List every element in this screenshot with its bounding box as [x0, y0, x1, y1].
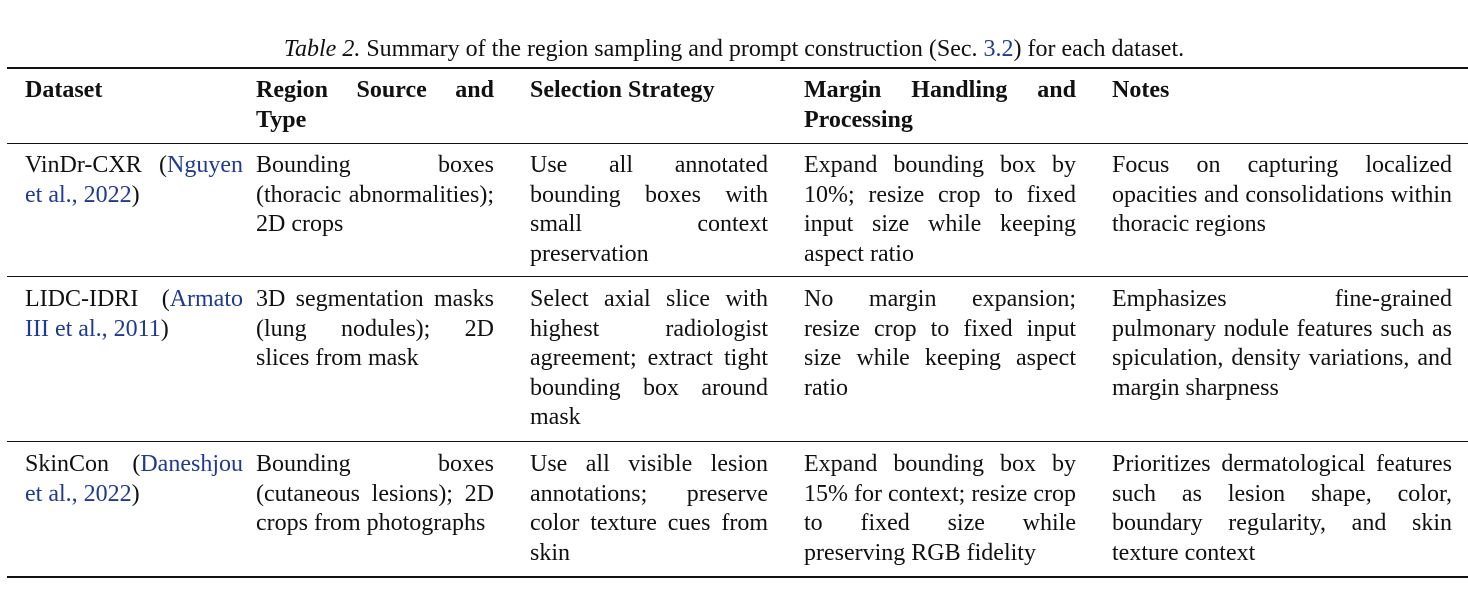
table-top-rule [7, 67, 1468, 69]
row-rule [7, 441, 1468, 442]
table-caption [0, 34, 1468, 64]
dataset-name: VinDr-CXR [25, 152, 142, 178]
table-cell-selection: Select axial slice with highest radiologist agreement; extract tight bounding box around mask [530, 286, 768, 430]
table-cell-notes: Emphasizes fine-grained pulmonary nodule features such as spiculation, density variations, and margin sharpness [1112, 286, 1452, 401]
table-cell-selection: Use all annotated bounding boxes with small context preservation [530, 152, 768, 267]
table-cell-selection: Use all visible lesion annotations; preserve color texture cues from skin [530, 451, 768, 566]
table-cell-notes: Prioritizes dermatological features such as lesion shape, color, boundary regularity, and skin texture context [1112, 451, 1452, 566]
table-row-dataset: LIDC-IDRI (Armato III et al., 2011) [25, 286, 243, 342]
table-cell-region: 3D segmentation masks (lung nodules); 2D slices from mask [256, 286, 494, 371]
table-row-dataset: SkinCon (Daneshjou et al., 2022) [25, 451, 243, 507]
caption-text: Summary of the region sampling and prompt construction (Sec. [366, 36, 978, 62]
table-cell-region: Bounding boxes (cutaneous lesions); 2D crops from photographs [256, 451, 494, 536]
table-cell-notes: Focus on capturing localized opacities and consolidations within thoracic regions [1112, 152, 1452, 237]
table-cell-region: Bounding boxes (thoracic abnormalities); 2D crops [256, 152, 494, 237]
citation-link[interactable]: Nguyen et al., 2022 [25, 152, 243, 208]
caption-label: Table 2. [283, 36, 361, 62]
table-row-dataset: VinDr-CXR (Nguyen et al., 2022) [25, 152, 243, 208]
header-margin-handling: Margin Handling and Processing [804, 77, 1076, 133]
caption-text-end: ) for each dataset. [1013, 36, 1185, 62]
header-rule [7, 143, 1468, 144]
dataset-name: LIDC-IDRI [25, 286, 139, 312]
citation-link[interactable]: Armato III et al., 2011 [25, 286, 243, 342]
header-notes: Notes [1112, 77, 1170, 103]
header-selection-strategy: Selection Strategy [530, 77, 715, 103]
table-cell-margin: Expand bounding box by 10%; resize crop to fixed input size while keeping aspect ratio [804, 152, 1076, 267]
table-cell-margin: Expand bounding box by 15% for context; resize crop to fixed size while preserving RGB fidelity [804, 451, 1076, 566]
table-bottom-rule [7, 576, 1468, 578]
header-region-source: Region Source and Type [256, 77, 494, 133]
header-dataset: Dataset [25, 77, 103, 103]
row-rule [7, 276, 1468, 277]
section-ref-link[interactable]: 3.2 [983, 36, 1014, 62]
citation-link[interactable]: Daneshjou et al., 2022 [25, 451, 243, 507]
table-cell-margin: No margin expansion; resize crop to fixed input size while keeping aspect ratio [804, 286, 1076, 401]
dataset-name: SkinCon [25, 451, 110, 477]
